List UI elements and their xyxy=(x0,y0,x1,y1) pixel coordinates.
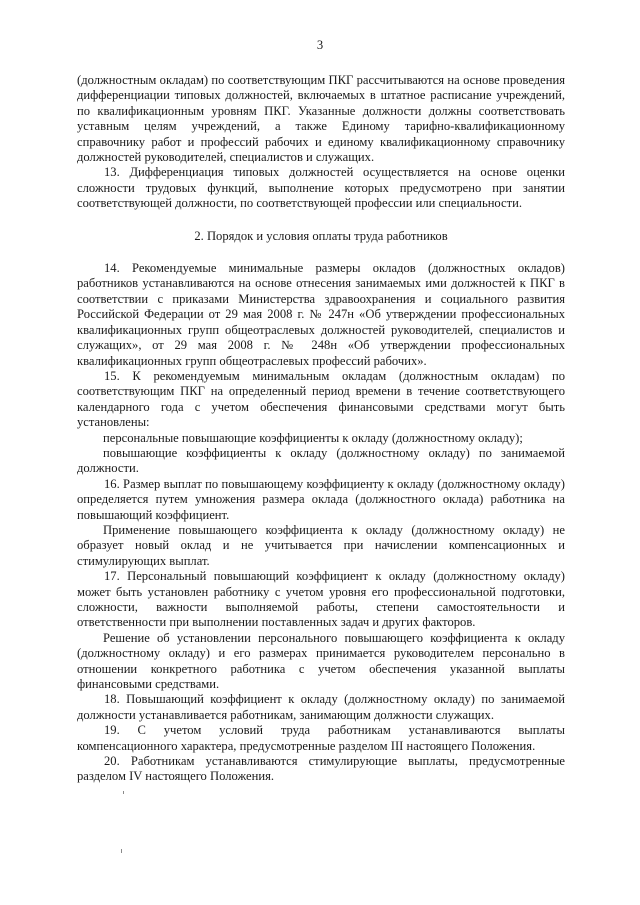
paragraph-19: 19. С учетом условий труда работникам устанавливаются выплаты компенсационного характера, предусмотренные разделом III настоящего Положения. xyxy=(77,723,565,753)
paragraph-16-note: Применение повышающего коэффициента к окладу (должностному окладу) не образует новый оклад и не учитывается при начислении компенсационных и стимулирующих выплат. xyxy=(77,522,565,568)
paragraph-15-list-item-2: повышающие коэффициенты к окладу (должностному окладу) по занимаемой должности. xyxy=(77,445,565,476)
paragraph-continuation: (должностным окладам) по соответствующим ПКГ рассчитываются на основе проведения дифференциации типовых должностей, включаемых в штатное расписание учреждений, по квалификационным уровням ПКГ. Указанные должности должны соответствовать уставным целям учреждений, а также Единому тарифно-квалификационному справочнику работ и профессий рабочих и единому квалификационному справочнику должностей руководителей, специалистов и служащих. xyxy=(77,73,565,165)
paragraph-17-note: Решение об установлении персонального повышающего коэффициента к окладу (должностному окладу) и его размерах принимается руководителем персонально в отношении конкретного работника с учетом обеспечения указанной выплаты финансовыми средствами. xyxy=(77,630,565,692)
paragraph-14: 14. Рекомендуемые минимальные размеры окладов (должностных окладов) работников устанавливаются на основе отнесения занимаемых ими должностей к ПКГ в соответствии с приказами Министерства здравоохранения и социального развития Российской Федерации от 29 мая 2008 г. № 247н «Об утверждении профессиональных квалификационных групп общеотраслевых должностей руководителей, специалистов и служащих», от 29 мая 2008 г. № 248н «Об утверждении профессиональных квалификационных групп общеотраслевых профессий рабочих». xyxy=(77,261,565,368)
paragraph-18: 18. Повышающий коэффициент к окладу (должностному окладу) по занимаемой должности устанавливается работникам, занимающим должности служащих. xyxy=(77,692,565,722)
page-number: 3 xyxy=(316,38,324,52)
section-heading: 2. Порядок и условия оплаты труда работников xyxy=(194,228,448,243)
paragraph-15: 15. К рекомендуемым минимальным окладам (должностным окладам) по соответствующим ПКГ на определенный период времени в течение соответствующего календарного года с учетом обеспечения финансовыми средствами могут быть установлены: xyxy=(77,368,565,430)
document-body xyxy=(77,73,565,785)
paragraph-13: 13. Дифференциация типовых должностей осуществляется на основе оценки сложности трудовых функций, выполнение которых предусмотрено при занятии соответствующей должности, по соответствующей профессии или специальности. xyxy=(77,165,565,211)
scan-speck xyxy=(121,849,122,853)
paragraph-15-list-item-1: персональные повышающие коэффициенты к окладу (должностному окладу); xyxy=(103,430,523,445)
paragraph-16: 16. Размер выплат по повышающему коэффициенту к окладу (должностному окладу) определяется путем умножения размера оклада (должностного оклада) работника на повышающий коэффициент. xyxy=(77,476,565,522)
paragraph-20: 20. Работникам устанавливаются стимулирующие выплаты, предусмотренные разделом IV настоящего Положения. xyxy=(77,754,565,784)
paragraph-17: 17. Персональный повышающий коэффициент к окладу (должностному окладу) может быть установлен работнику с учетом уровня его профессиональной подготовки, сложности, важности выполняемой работы, степени самостоятельности и ответственности при выполнении поставленных задач и других факторов. xyxy=(77,569,565,630)
scan-speck xyxy=(123,791,124,794)
